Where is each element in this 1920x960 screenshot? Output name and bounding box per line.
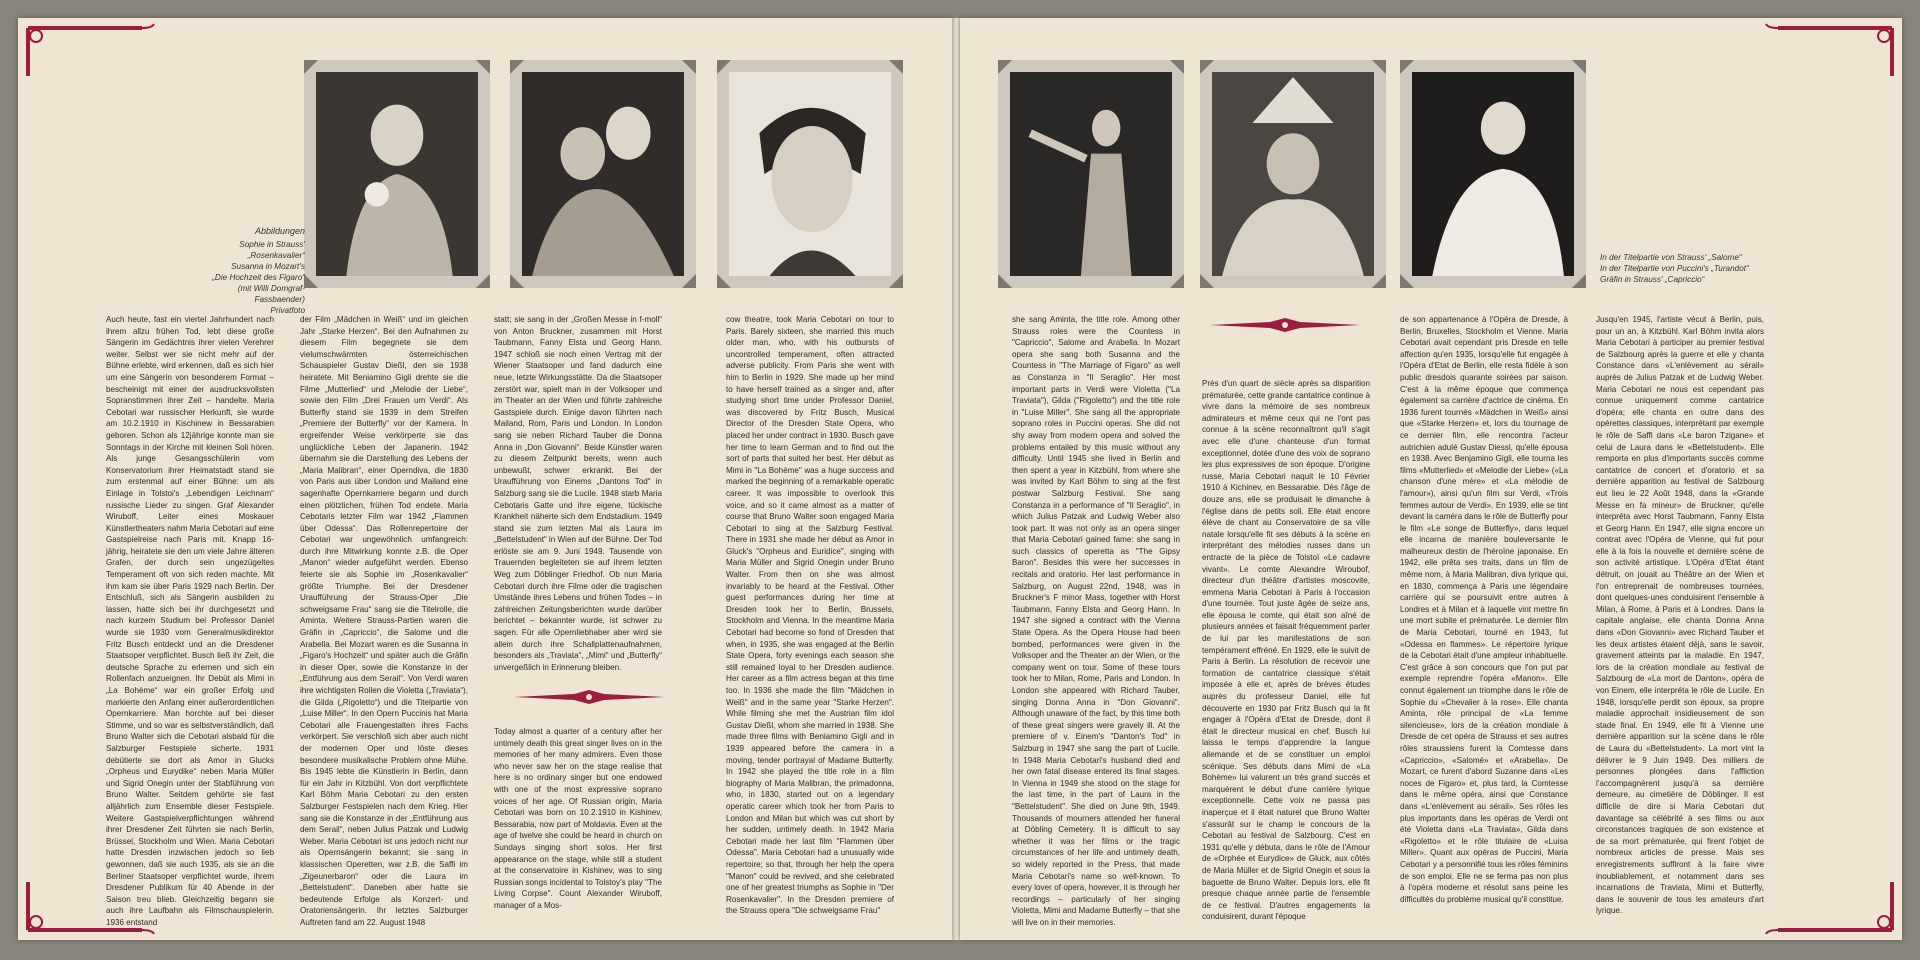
- photo-turandot: [1200, 60, 1386, 288]
- right-panel: [960, 18, 1902, 940]
- caption-line: Privatfoto: [270, 306, 305, 315]
- divider-ornament: [1210, 318, 1360, 332]
- article-text-french-2: de son appartenance à l'Opéra de Dresde, à Berlin, Bruxelles, Stockholm et Vienne. Maria Cebotari avait cependant pris Dresde en telle affection qu'en 1935, lorsqu'elle fut engagée à l'Opéra d'Etat de Berlin, elle resta fidèle à son public dresdois quarante soirées par saison. C'est à la même époque que commença également sa carrière d'actrice de cinéma. En 1936 furent tournés «Mädchen in Weiß» ainsi que «Starke Herzen» et, lors du tournage de ce dernier film, elle rencontra l'acteur autrichien adulé Gustav Diessl, qu'elle épousa en 1938. Avec Benjamino Gigli, elle tourna les films «Mutterlied» et «Melodie der Liebe» («La chanson d'une mère» et «La mélodie de l'amour»), ainsi qu'un film sur Verdi, «Trois femmes autour de Verdi». En 1939, elle se tint devant la caméra dans le rôle de Butterfly pour le film «Le songe de Butterfly», dans lequel elle incarna de manière bouleversante le malheureux destin de l'héroïne japonaise. En 1942, elle prêta ses traits, dans un film de même nom, à Maria Malibran, diva lyrique qui, en 1830, commença à Paris une légendaire carrière qui se poursuivit entre autres à Londres et à Milan et à laquelle vint mettre fin une mort subite et prématurée. Le dernier film de Maria Cebotari, tourné en 1943, fut «Odessa en flammes». Le répertoire lyrique de la Cebotari était d'une ampleur inhabituelle. C'est grâce à son concours que l'on put par exemple reprendre l'opéra «Manon». Elle connut également un triomphe dans le rôle de Sophie du «Chevalier à la rose». Elle chanta Aminta, rôle principal de «La femme silencieuse», lors de la création mondiale à Dresde de cet opéra de Strauss et ses autres rôles straussiens furent la Comtesse dans «Capriccio», «Salomé» et «Arabella». De Mozart, ce furent d'abord Suzanne dans «Les noces de Figaro» et, plus tard, la Comtesse dans le même opéra, ainsi que Constance dans «L'enlèvement au sérail». Ses rôles les plus importants dans les opéras de Verdi ont été Violetta dans «La Traviata», Gilda dans «Rigoletto» et le rôle titulaire de «Luisa Miller». Quant aux opéras de Puccini, Maria Cebotari y a personnifié tous les rôles féminins de son emploi. Elle ne se ferma pas non plus à l'opéra moderne et résolut sans peine les difficultés du problème musical qu'il constitue.: [1400, 315, 1568, 904]
- text-column-german-3: [494, 314, 662, 673]
- photo-salome: [998, 60, 1184, 288]
- photo-susanna-figaro: [510, 60, 696, 288]
- article-text-german-1: Auch heute, fast ein viertel Jahrhundert nach ihrem allzu frühen Tod, lebt diese große Sängerin im Gedächtnis ihrer vielen Verehrer weiter. Selbst wer sie nicht mehr auf der Bühne erlebte, wird erkennen, daß es sich hier um eine Sängerin von besonderem Format – bescheinigt mit einer der ausdrucksvollsten Sopranstimmen ihrer Zeit – handelte. Maria Cebotari war russischer Herkunft, sie wurde am 10.2.1910 in Kischinew in Bessarabien geboren. Schon als 12jährige konnte man sie Sonntags in der Kirche mit kleinen Soli hören. Als junge Gesangsschülerin vom Konservatorium ihrer Heimatstadt stand sie zum erstenmal auf einer Bühne: um als Einlage in Tolstoi's „Lebendigen Leichnam“ russische Lieder zu singen. Graf Alexander Wiruboff, Leiter eines Moskauer Künstlertheaters nahm Maria Cebotari auf eine Gastspielreise nach Paris mit. Knapp 16-jährig, heiratete sie den um viele Jahre älteren Grafen, der durch sein ungezügeltes Temperament oft von sich reden machte. Mit ihm kam sie über Paris 1929 nach Berlin. Der Entschluß, sich als Sängerin ausbilden zu lassen, hatte sich bei ihr durchgesetzt und nach kurzem Studium bei Professor Daniel wurde sie 1930 vom Generalmusikdirektor Fritz Busch entdeckt und an die Dresdener Staatsoper verpflichtet. Busch ließ ihr Zeit, die deutsche Sprache zu erlernen und sich ein Rollenfach anzueignen. Ihr Debüt als Mimi in „La Bohème“ war ein großer Erfolg und markierte den Anfang einer außerordentlichen Opernkarriere. Man horchte auf bei dieser Stimme, und so war es selbstverständlich, daß Bruno Walter sich die Cebotari alsbald für die Salzburger Festspiele sicherte. 1931 debütierte sie dort als Amor in Glucks „Orpheus und Eurydike“ neben Maria Müller und Sigrid Onegin unter der Stabführung von Bruno Walter. Seitdem gehörte sie fast alljährlich zum Ensemble dieser Festspiele. Weitere Gastspielverpflichtungen während ihrer Dresdener Zeit führten sie nach Berlin, Brüssel, Stockholm und Wien. Maria Cebotari hatte Dresden inzwischen jedoch so lieb gewonnen, daß sie auch 1935, als sie an die Berliner Staatsoper verpflichtet wurde, ihrem Dresdener Publikum für 40 Abende in der Saison treu blieb. Gleichzeitig begann sie auch ihre Laufbahn als Filmschauspielerin. 1936 entstand: [106, 315, 274, 927]
- corner-ornament-top-left: [22, 22, 162, 82]
- article-text-english-3: she sang Aminta, the title role. Among other Strauss roles were the Countess in "Capriccio", Salome and Arabella. In Mozart opera she sang both Susanna and the Countess in "The Marriage of Figaro" as well as Constanza in "Il Seraglio". Her most important parts in Verdi were Violetta ("La Traviata"), Gilda ("Rigoletto") and the title role in "Luise Miller". She sang all the appropriate soprano roles in Puccini operas. She did not shy away from modern opera and solved the problems entailed by this music without any difficulty. Until 1945 she lived in Berlin and then spent a year in Kitzbühl, from where she was invited by Karl Böhm to sing at the first postwar Salzburg Festival. She sang Constanza in a performance of "Il Seraglio", in which Julius Patzak and Ludwig Weber also took part. It was not only as an opera singer that Maria Cebotari gained fame: she sang in such classics of operetta as "The Gipsy Baron". Besides this were her successes in recitals and oratorio. Her last performance in Salzburg, on August 22nd, 1948, was in Bruckner's F minor Mass, together with Horst Taubmann, Fanny Elsta and Georg Hann. In 1947 she signed a contract with the Vienna State Opera. As the Opera House had been bombed, performances were given in the Volksoper and the Theater an der Wien, or the company went on tour. Some of these tours took her to Milan, Rome, Paris and London. In London she appeared with Richard Tauber, singing Donna Anna in "Don Giovanni". Although unaware of the fact, by this time both of these great singers were gravely ill. At the premiere of v. Einem's "Danton's Tod" in Salzburg in 1947 she sang the part of Lucile. In 1948 Maria Cebotari's husband died and her own fatal disease entered its final stages. In Vienna in 1949 she stood on the stage for the last time, in the part of Laura in the "Bettelstudent". She died on June 9th, 1949. Thousands of mourners attended her funeral at Döbling Cemetery. It is difficult to say whether it was her films or the tragic circumstances of her life and untimely death, so widely reported in the Press, that made Maria Cebotari's name so well-known. To every lover of opera, however, it is through her recordings – particularly of her singing Violetta, Mimi and Madame Butterfly – that she will live on in their memories.: [1012, 315, 1180, 927]
- article-text-english-2: cow theatre, took Maria Cebotari on tour to Paris. Barely sixteen, she married this much older man, who, with his outbursts of uncontrolled temperament, often attracted adverse publicity. From Paris she went with him to Berlin in 1929. She made up her mind to have herself trained as a singer and, after studying short time under Professor Daniel, was discovered by Fritz Busch, Musical Director of the Dresden State Opera, who placed her under contract in 1930. Busch gave her time to learn German and to find out the sort of parts that suited her best. Her début as Mimi in "La Bohème" was a huge success and marked the beginning of a remarkable operatic career. It was impossible to overlook this voice, and so it came almost as a matter of course that Bruno Walter soon engaged Maria Cebotari to sing at the Salzburg Festival. There in 1931 she made her début as Amor in Gluck's "Orpheus and Euridice", singing with Maria Müller and Sigrid Onegin under Bruno Walter. From then on she was almost invariably to be heard at the Festival. Other guest performances during her time at Dresden took her to Berlin, Brussels, Stockholm and Vienna. In the meantime Maria Cebotari had become so fond of Dresden that when, in 1935, she was engaged at the Berlin State Opera, forty evenings each season she still remained loyal to her Dresden audience. Her career as a film actress began at this time too. In 1936 she made the film "Mädchen in Weiß" and in the same year "Starke Herzen". While filming she met the Austrian film idol Gustav Dießl, whom she married in 1938. She made three films with Beniamino Gigli and in 1939 appeared before the camera in a moving, tender portrayal of Madame Butterfly. In 1942 she played the title role in a film biography of Maria Malibran, the primadonna, who, in 1830, started out on a legendary operatic career which took her from Paris to London and Milan but which was cut short by her sudden, untimely death. In 1942 Maria Cebotari made her last film "Flammen über Odessa". Maria Cebotari had a unusually wide repertoire; so that, through her help the opera "Manon" could be revived, and she celebrated one of her greatest triumphs as Sophie in "Der Rosenkavalier". In the Dresden premiere of the Strauss opera "Die schweigsame Frau": [726, 315, 894, 916]
- divider-ornament: [514, 690, 664, 704]
- caption-title: Abbildungen: [254, 226, 305, 236]
- left-panel: [18, 18, 954, 940]
- caption-line: Sophie in Strauss' „Rosenkavalier“: [239, 240, 305, 260]
- text-column-german-1: [106, 314, 274, 928]
- text-column-french-2: [1400, 314, 1568, 905]
- text-column-english-3: [1012, 314, 1180, 928]
- caption-line: In der Titelpartie von Strauss' „Salome“: [1600, 253, 1742, 262]
- photo-sophie-rosenkavalier: [304, 60, 490, 288]
- article-text-german-3: statt; sie sang in der „Großen Messe in f-moll“ von Anton Bruckner, zusammen mit Horst Taubmann, Fanny Elsta und Georg Hann. 1947 schloß sie noch einen Vertrag mit der Wiener Staatsoper und fand dadurch eine neue, letzte Wirkungsstätte. Da die Staatsoper zerstört war, spielt man in der Volksoper und im Theater an der Wien und führte zahlreiche Gastspiele durch. Einige davon führten nach Mailand, Rom, Paris und London. In London sang sie neben Richard Tauber die Donna Anna in „Don Giovanni“. Beide Künstler waren zu diesem Zeitpunkt bereits, wenn auch unbewußt, schwer erkrankt. Bei der Uraufführung von Einems „Dantons Tod“ in Salzburg sang sie die Lucile. 1948 starb Maria Cebotaris Gatte und ihre eigene, tückische Krankheit näherte sich dem Endstadium. 1949 stand sie zum letzten Mal als Laura im „Bettelstudent“ in Wien auf der Bühne. Der Tod erlöste sie am 9. Juni 1949. Tausende von Trauernden begleiteten sie auf ihrem letzten Weg zum Döblinger Friedhof. Ob nun Maria Cebotari durch ihre Filme oder die tragischen Umstände ihres Lebens und frühen Todes – in zahlreichen Zeitungsberichten wurde darüber berichtet – bekannter wurde, ist schwer zu sagen. Für alle Opernliebhaber aber wird sie allein durch ihre Schallplattenaufnahmen, besonders als „Traviata“, „Mimi“ und „Butterfly“ unvergeßlich in Erinnerung bleiben.: [494, 315, 662, 672]
- article-text-english-1: Today almost a quarter of a century after her untimely death this great singer lives on in the memories of her many admirers. Even those who never saw her on the stage realise that here is no ordinary singer but one endowed with one of the most expressive soprano voices of her age. Of Russian origin, Maria Cebotari was born on 10.2.1910 in Kishinev, Bessarabia, now part of Moldavia. Even at the age of twelve she could be heard in church on Sundays singing short solos. Her first appearance on the stage, while still a student at the conservatoire in Kishinev, was to sing Russian songs incidental to Tolstoy's play "The Living Corpse". Count Alexander Wiruboff, manager of a Mos-: [494, 727, 662, 910]
- corner-ornament-bottom-right: [1758, 876, 1898, 936]
- photo-portrait: [717, 60, 903, 288]
- caption-line: (mit Willi Domgraf-Fassbaender): [237, 284, 305, 304]
- text-column-english-1: [494, 726, 662, 912]
- article-text-french-1: Près d'un quart de siècle après sa disparition prématurée, cette grande cantatrice continue à vivre dans la mémoire de ses nombreux admirateurs et même ceux qui ne l'ont pas connue à la scène reconnaîtront qu'il s'agit avec elle d'une chanteuse d'un format exceptionnel, dotée d'une des voix de soprano les plus expressives de son époque. D'origine russe, Maria Cebotari naquit le 10 Février 1910 à Kichinev, en Bessarabie. Dès l'âge de douze ans, elle se produisait le dimanche à l'église dans de petits soli. Elle était encore élève de chant au Conservatoire de sa ville natale lorsqu'elle fit ses débuts à la scène en interprétant des mélodies russes dans un entracte de la pièce de Tolstoï «Le cadavre vivant». Le comte Alexandre Wiroubof, directeur d'un théâtre d'artistes moscovite, emmena Maria Cebotari à Paris à l'occasion d'une tournée. Tout juste âgée de seize ans, elle épousa le comte, qui était son aîné de plusieurs années et faisait fréquemment parler de lui par les manifestations de son tempérament effréné. En 1929, elle le suivit de Paris à Berlin. La résolution de recevoir une formation de cantatrice classique s'était imposée à elle et, après de brèves études auprès du professeur Daniel, elle fut découverte en 1930 par Fritz Busch qui la fit engager à l'Opéra d'Etat de Dresde, dont il était le directeur musical en chef. Busch lui laissa le temps d'apprendre la langue allemande et de se constituer un emploi scénique. Ses débuts dans Mimi de «La Bohème» lui valurent un très grand succès et marquèrent le début d'une carrière lyrique exceptionnelle. Cette voix ne passa pas inaperçue et il était naturel que Bruno Walter s'assurât sur le champ le concours de la Cebotari au festival de Salzbourg. C'est en 1931 qu'elle y débuta, dans le rôle de l'Amour de «Orphée et Eurydice» de Gluck, aux côtés de Maria Müller et de Sigrid Onegin et sous la baguette de Bruno Walter. Depuis lors, elle fit presque chaque année partie de l'ensemble de ce festival. D'autres engagements la conduisirent, durant l'époque: [1202, 379, 1370, 922]
- caption-line: In der Titelpartie von Puccini's „Turandot“: [1600, 264, 1749, 273]
- text-column-french-1: [1202, 378, 1370, 923]
- corner-ornament-top-right: [1758, 22, 1898, 82]
- right-caption: [1600, 252, 1800, 285]
- text-column-german-2: [300, 314, 468, 928]
- caption-line: Susanna in Mozart's: [231, 262, 305, 271]
- article-text-german-2: der Film „Mädchen in Weiß“ und im gleichen Jahr „Starke Herzen“. Bei den Aufnahmen zu diesem Film begegnete sie dem vielumschwärmten österreichischen Schauspieler Gustav Dießl, den sie 1938 heiratete. Mit Beniamino Gigli drehte sie die Filme „Mutterlied“ und „Melodie der Liebe“, sowie den Film „Drei Frauen um Verdi“. Als Butterfly stand sie 1939 in dem Streifen „Premiere der Butterfly“ vor der Kamera. In ergreifender Weise verkörperte sie das unglückliche Leben der Japanerin. 1942 übernahm sie die Darstellung des Lebens der „Maria Malibran“, einer Operndiva, die 1830 von Paris aus über London und Mailand eine sagenhafte Opernkarriere begann und durch einen plötzlichen, frühen Tod endete. Maria Cebotaris letzter Film war 1942 „Flammen über Odessa“. Das Rollenrepertoire der Cebotari war ungewöhnlich umfangreich: durch ihre Mitwirkung konnte z.B. die Oper „Manon“ wieder aufgeführt werden. Ebenso feierte sie als Sophie im „Rosenkavalier“ größte Triumphe. Bei der Dresdener Uraufführung der Strauss-Oper „Die schweigsame Frau“ sang sie die Titelrolle, die Aminta. Weitere Strauss-Partien waren die Gräfin in „Capriccio“, die Salome und die Arabella. Bei Mozart waren es die Susanna in „Figaro's Hochzeit“ und später auch die Gräfin in dieser Oper, sowie die Konstanze in der „Entführung aus dem Serail“. Von Verdi waren ihre wichtigsten Rollen die Violetta („Traviata“), die Gilda („Rigoletto“) und die Titelpartie von „Luise Miller“. In den Opern Puccinis hat Maria Cebotari alle Frauengestalten ihres Fachs verkörpert. Sie verschloß sich aber auch nicht der modernen Oper und löste dieses besondere musikalische Problem ohne Mühe. Bis 1945 lebte die Künstlerin in Berlin, dann für ein Jahr in Kitzbühl. Von dort verpflichtete Karl Böhm Maria Cebotari zu den ersten Salzburger Festspielen nach dem Krieg. Hier sang sie die Konstanze in der „Entführung aus dem Serail“, neben Julius Patzak und Ludwig Weber. Maria Cebotari ist uns jedoch nicht nur als Opernsängerin bekannt; sie sang in klassischen Operetten, war z.B. die Saffi im „Zigeunerbaron“ oder die Laura im „Bettelstudent“. Daneben aber hatte sie bedeutende Erfolge als Konzert- und Oratoriensängerin. Ihr letztes Salzburger Auftreten fand am 22. August 1948: [300, 315, 468, 927]
- left-caption: [190, 226, 305, 316]
- text-column-french-3: [1596, 314, 1764, 917]
- text-column-english-2: [726, 314, 894, 917]
- caption-line: Gräfin in Strauss' „Capriccio“: [1600, 275, 1705, 284]
- photo-capriccio-countess: [1400, 60, 1586, 288]
- caption-line: „Die Hochzeit des Figaro“: [212, 273, 305, 282]
- article-text-french-3: Jusqu'en 1945, l'artiste vécut à Berlin, puis, pour un an, à Kitzbühl. Karl Böhm invita alors Maria Cebotari à participer au premier festival de Salzbourg après la guerre et elle y chanta Constance dans «L'enlèvement au sérail» auprès de Julius Patzak et de Ludwig Weber. Maria Cebotari ne nous est cependant pas connue uniquement comme cantatrice d'opéra; elle chanta en outre dans des opérettes classiques, interprétant par exemple le rôle de Saffi dans «Le baron Tzigane» et celui de Laura dans le «Bettelstudent». Elle remporta en plus d'importants succès comme cantatrice de concert et d'oratorio et sa dernière apparition au festival de Salzbourg eut lieu le 22 Août 1948, dans la «Grande Messe en fa mineur» de Bruckner, qu'elle interpréta avec Horst Taubmann, Fanny Elsta et Georg Hann. En 1947, elle signa encore un contrat avec l'Opéra de Vienne, qui fut pour elle à la fois la nouvelle et dernière scène de son activité artistique. L'Opéra d'Etat étant détruit, on jouait au Théâtre an der Wien et l'on entreprenait de nombreuses tournées, dont quelques-unes conduisirent l'ensemble à Milan, à Rome, à Paris et à Londres. Dans la capitale anglaise, elle chanta Donna Anna dans «Don Giovanni» avec Richard Tauber et les deux artistes étaient déjà, sans le savoir, gravement atteints par la maladie. En 1947, lors de la création mondiale au festival de Salzbourg de «La mort de Danton», opéra de von Einem, elle interpréta le rôle de Lucile. En 1948, lorsqu'elle perdit son époux, sa propre maladie approchait insidieusement de son stade final. En 1949, elle fit à Vienne une dernière apparition sur la scène dans le rôle de Laura du «Bettelstudent». La mort vint la délivrer le 9 Juin 1949. Des milliers de personnes plongées dans l'affliction l'accompagnèrent jusqu'à sa dernière demeure, au cimetière de Döblinger. Il est difficile de dire si Maria Cebotari dut davantage sa célébrité à ses films ou aux circonstances tragiques de son existence et de sa mort prématurée, qui firent l'objet de nombreux articles de presse. Mais ses enregistrements suffiront à la faire vivre inoubliablement, et notamment dans ses incarnations de Traviata, Mimi et Butterfly, dans le souvenir de tous les amateurs d'art lyrique.: [1596, 315, 1764, 916]
